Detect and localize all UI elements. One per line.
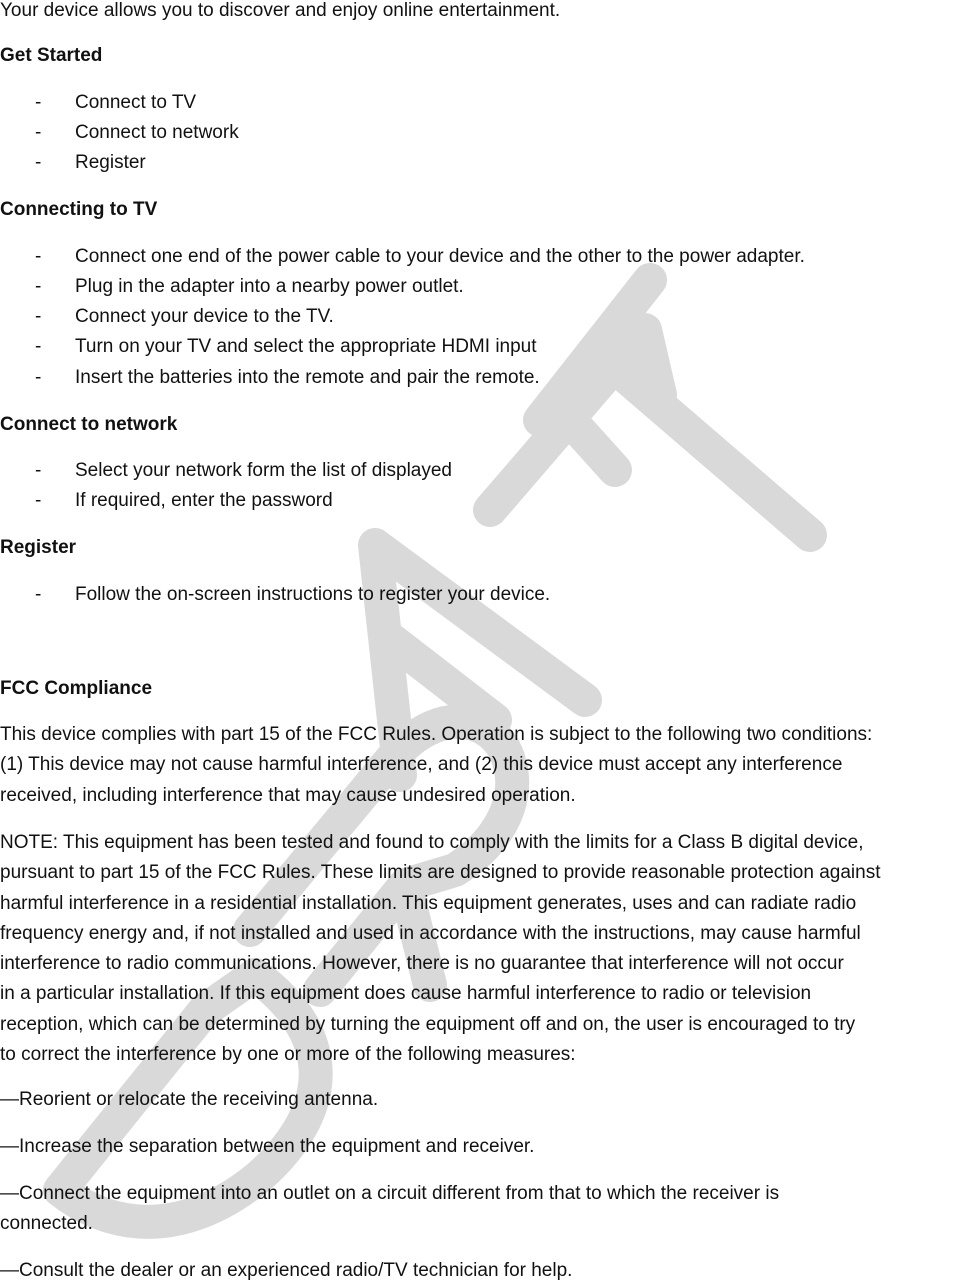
paragraph-line: in a particular installation. If this equipment does cause harmful interference to radio or television xyxy=(0,983,812,1005)
paragraph-line: (1) This device may not cause harmful interference, and (2) this device must accept any interference xyxy=(0,754,843,776)
measure-item: connected. xyxy=(0,1213,93,1234)
paragraph-line: This device complies with part 15 of the FCC Rules. Operation is subject to the following two conditions: xyxy=(0,724,873,745)
fcc-paragraph xyxy=(0,720,967,811)
paragraph-line: received, including interference that may cause undesired operation. xyxy=(0,784,576,806)
get-started-heading: Get Started xyxy=(0,45,103,66)
fcc-note-paragraph xyxy=(0,828,967,1070)
measure-item: —Connect the equipment into an outlet on a circuit different from that to which the receiver is xyxy=(0,1183,780,1204)
paragraph-line: NOTE: This equipment has been tested and found to comply with the limits for a Class B digital device, xyxy=(0,832,864,853)
connect-network-heading: Connect to network xyxy=(0,414,178,435)
measure-item: —Consult the dealer or an experienced radio/TV technician for help. xyxy=(0,1260,573,1281)
fcc-heading: FCC Compliance xyxy=(0,678,153,699)
paragraph-line: frequency energy and, if not installed and used in accordance with the instructions, may cause harmful xyxy=(0,922,861,944)
intro-text: Your device allows you to discover and enjoy online entertainment. xyxy=(0,0,561,21)
connecting-tv-heading: Connecting to TV xyxy=(0,199,158,220)
paragraph-line: reception, which can be determined by turning the equipment off and on, the user is encouraged to try xyxy=(0,1013,856,1035)
paragraph-line: interference to radio communications. However, there is no guarantee that interference will not occur xyxy=(0,953,844,975)
paragraph-line: to correct the interference by one or more of the following measures: xyxy=(0,1044,576,1066)
paragraph-line: harmful interference in a residential installation. This equipment generates, uses and can radiate radio xyxy=(0,892,857,914)
measure-item: —Reorient or relocate the receiving antenna. xyxy=(0,1089,379,1110)
paragraph-line: pursuant to part 15 of the FCC Rules. These limits are designed to provide reasonable protection against xyxy=(0,862,881,884)
measure-item: —Increase the separation between the equipment and receiver. xyxy=(0,1136,535,1157)
register-heading: Register xyxy=(0,537,77,558)
